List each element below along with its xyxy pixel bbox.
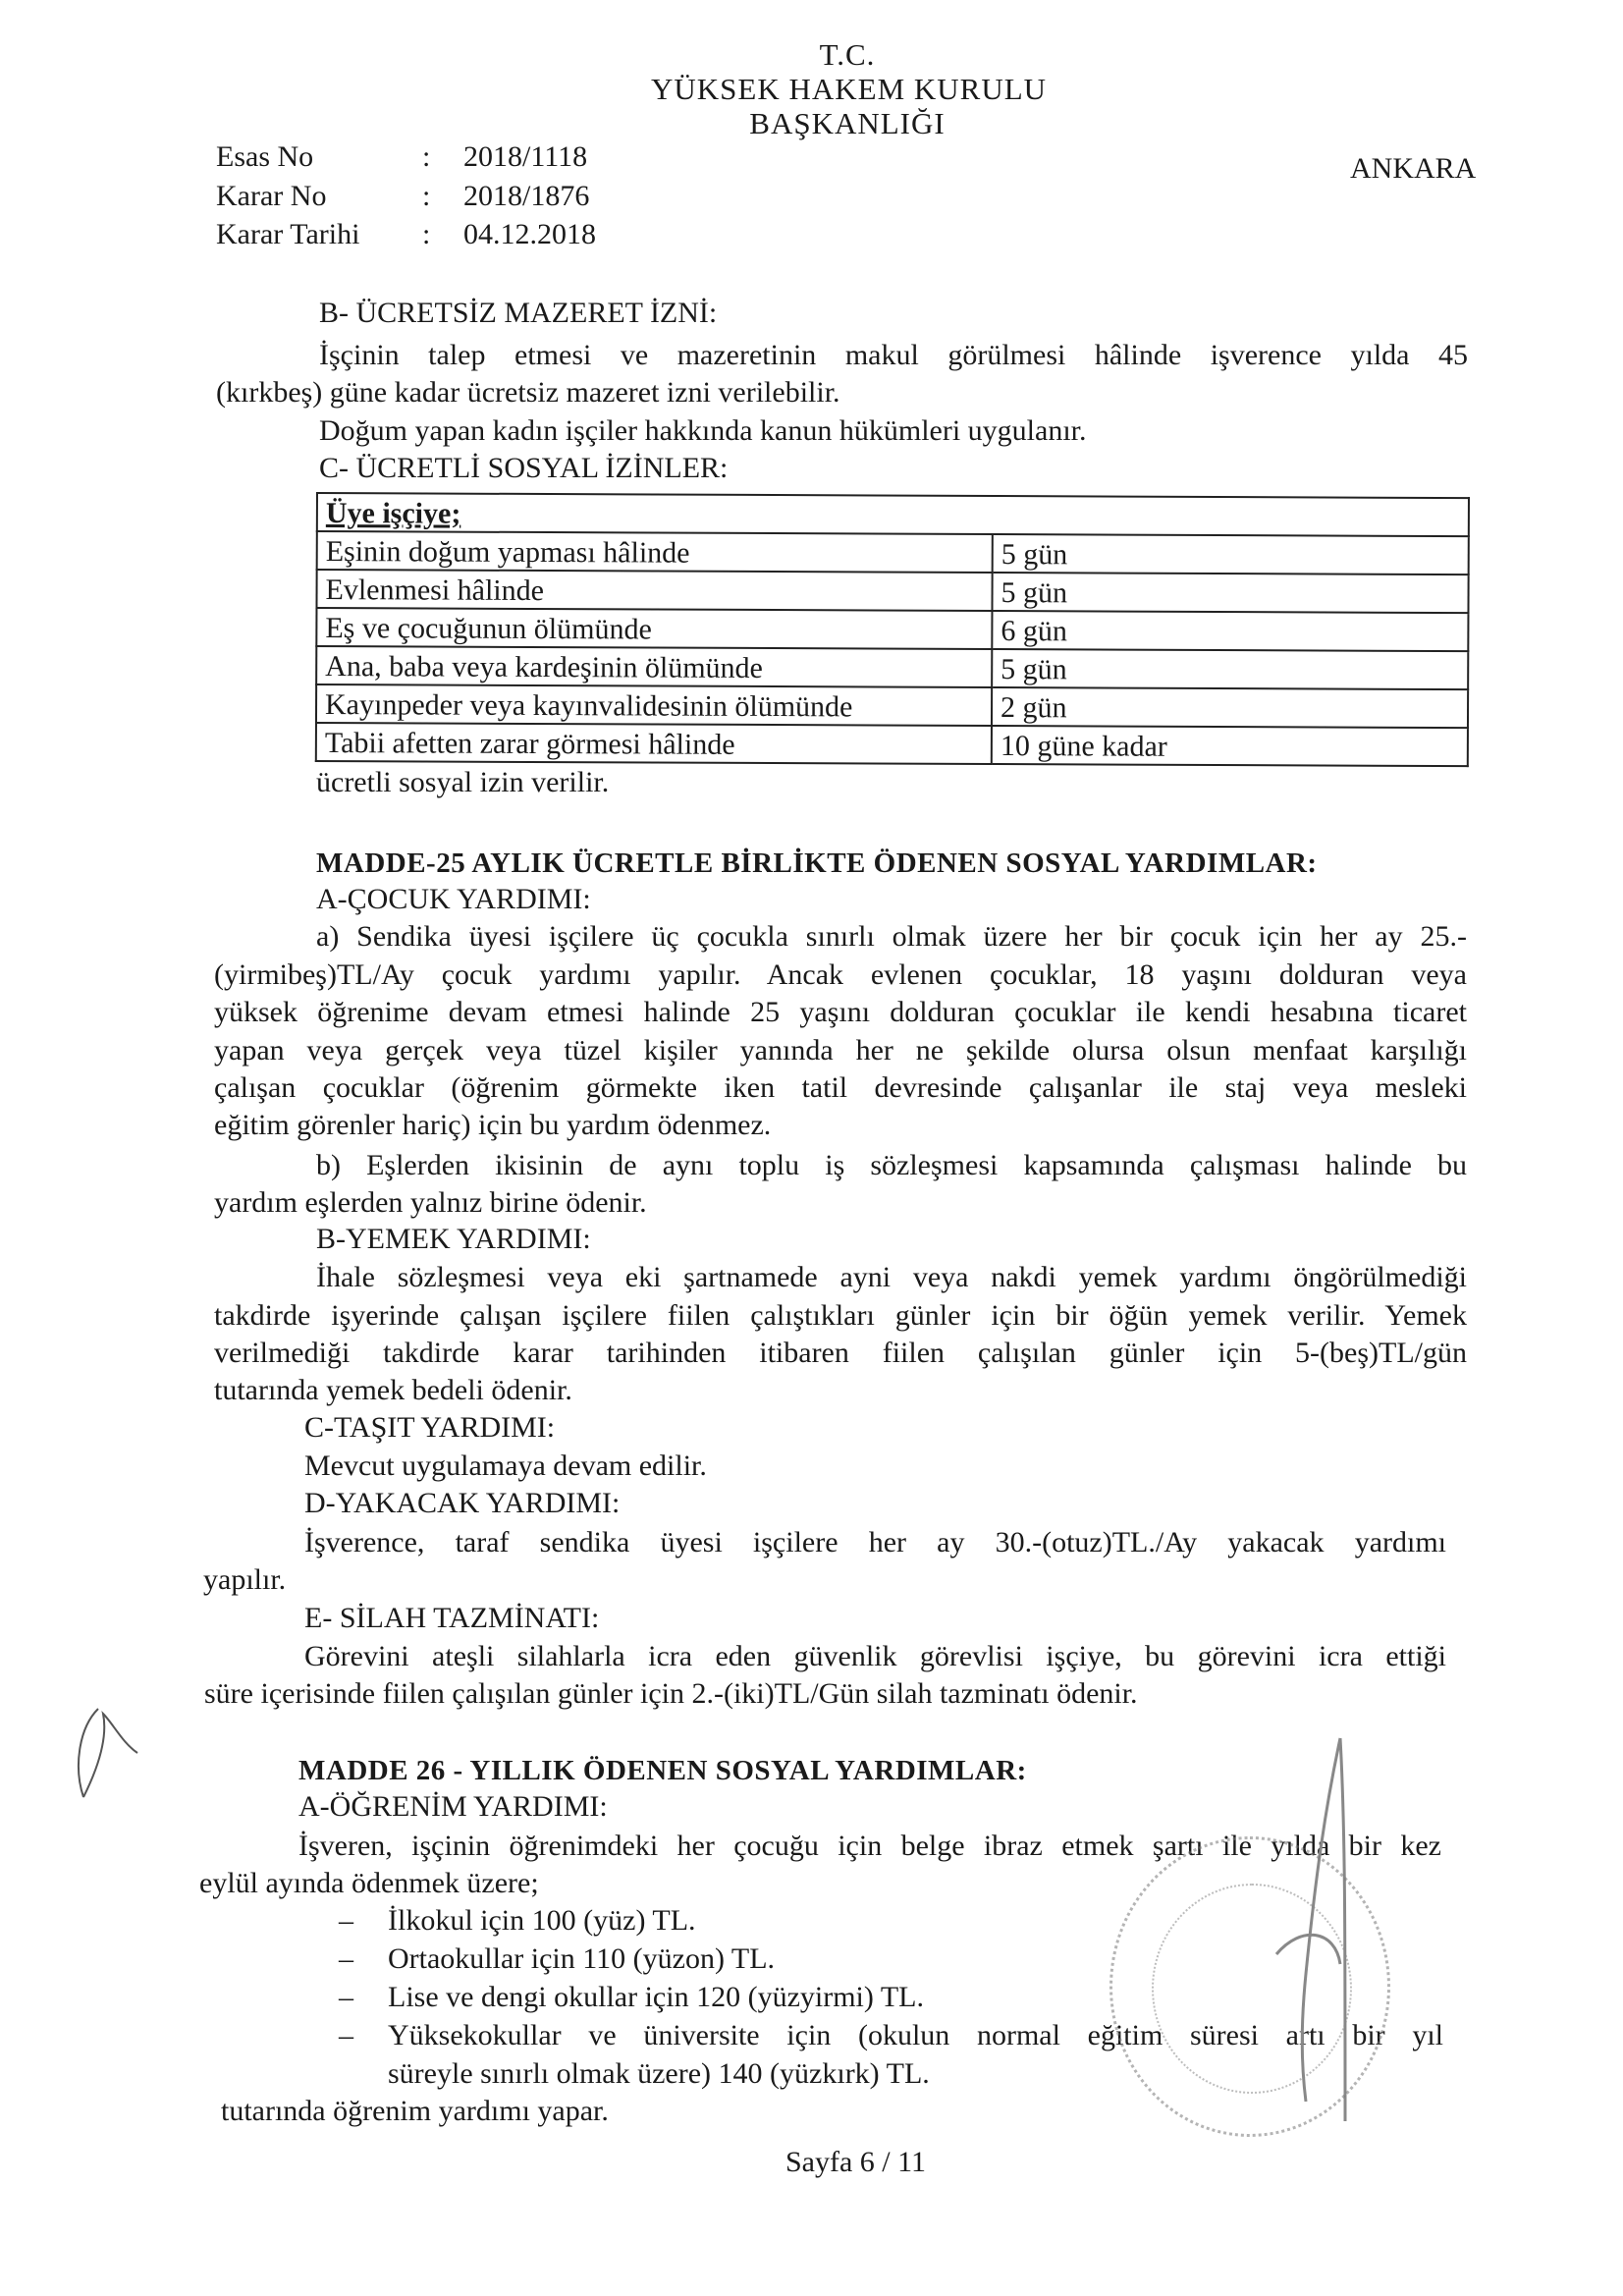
header-institution: YÜKSEK HAKEM KURULU — [651, 72, 1048, 106]
meta-value-esas: 2018/1118 — [463, 140, 588, 173]
education-aid-intro-line: İşveren, işçinin öğrenimdeki her çocuğu için belge ibraz etmek şartı ile yılda bir kez — [298, 1830, 1441, 1862]
leave-case: Eşinin doğum yapması hâlinde — [317, 531, 993, 573]
child-aid-line: çalışan çocuklar (öğrenim görmekte iken tatil devresinde çalışanlar ile staj veya mesleki — [214, 1071, 1467, 1104]
fuel-aid-line: İşverence, taraf sendika üyesi işçilere her ay 30.-(otuz)TL./Ay yakacak yardımı — [304, 1526, 1446, 1558]
child-aid-line: eğitim görenler hariç) için bu yardım ödenmez. — [214, 1109, 772, 1141]
section-c-footer: ücretli sosyal izin verilir. — [316, 766, 610, 798]
meal-aid-title: B-YEMEK YARDIMI: — [316, 1223, 591, 1255]
leave-case: Kayınpeder veya kayınvalidesinin ölümünde — [316, 684, 992, 726]
education-aid-closing: tutarında öğrenim yardımı yapar. — [221, 2095, 609, 2127]
table-row — [316, 608, 1468, 651]
spouse-rule-line: b) Eşlerden ikisinin de aynı toplu iş sözleşmesi kapsamında çalışması halinde bu — [316, 1149, 1467, 1181]
header-department: BAŞKANLIĞI — [749, 106, 946, 140]
table-row — [316, 684, 1468, 728]
meta-value-karar: 2018/1876 — [463, 180, 590, 212]
dash-bullet-icon: – — [339, 1981, 353, 2013]
table-header-row — [317, 493, 1469, 536]
meta-label-esas: Esas No — [216, 140, 314, 173]
fuel-aid-line: yapılır. — [203, 1563, 287, 1596]
education-item-text: Yüksekokullar ve üniversite için (okulun normal eğitim süresi artı bir yıl — [388, 2019, 1443, 2051]
education-item — [339, 1902, 696, 1940]
leave-days: 5 gün — [993, 534, 1469, 574]
table-row — [316, 570, 1468, 613]
meal-aid-line: İhale sözleşmesi veya eki şartnamede ayni veya nakdi yemek yardımı öngörülmediği — [316, 1261, 1467, 1293]
section-b-title: B- ÜCRETSİZ MAZERET İZNİ: — [319, 297, 718, 329]
meta-sep: : — [422, 180, 431, 212]
education-item — [339, 1941, 775, 1978]
initials-icon — [69, 1699, 147, 1807]
education-item-text: İlkokul için 100 (yüz) TL. — [388, 1904, 696, 1937]
leave-days: 10 güne kadar — [992, 726, 1468, 766]
child-aid-line: a) Sendika üyesi işçilere üç çocukla sınırlı olmak üzere her bir çocuk için her ay 25.- — [316, 920, 1467, 953]
dash-bullet-icon: – — [339, 1904, 353, 1937]
meta-sep: : — [422, 218, 431, 250]
leave-days: 2 gün — [992, 687, 1468, 728]
child-aid-title: A-ÇOCUK YARDIMI: — [316, 883, 591, 915]
meal-aid-line: takdirde işyerinde çalışan işçilere fiilen çalıştıkları günler için bir öğün yemek verilir. Yemek — [214, 1299, 1467, 1332]
meta-sep: : — [422, 140, 431, 173]
paid-leave-table — [315, 492, 1470, 767]
meal-aid-line: tutarında yemek bedeli ödenir. — [214, 1374, 572, 1406]
table-header: Üye işçiye; — [317, 493, 1469, 536]
education-item-continuation: süreyle sınırlı olmak üzere) 140 (yüzkırk) TL. — [388, 2057, 930, 2090]
article-25-title: MADDE-25 AYLIK ÜCRETLE BİRLİKTE ÖDENEN SOSYAL YARDIMLAR: — [316, 847, 1318, 879]
child-aid-line: yapan veya gerçek veya tüzel kişiler yanında her ne şekilde olursa olsun menfaat karşılığı — [214, 1034, 1467, 1066]
leave-case: Tabii afetten zarar görmesi hâlinde — [316, 723, 992, 764]
meta-label-karar: Karar No — [216, 180, 327, 212]
child-aid-line: (yirmibeş)TL/Ay çocuk yardımı yapılır. Ancak evlenen çocuklar, 18 yaşını dolduran veya — [214, 958, 1467, 991]
section-b-birth-note: Doğum yapan kadın işçiler hakkında kanun hükümleri uygulanır. — [319, 414, 1087, 447]
leave-days: 5 gün — [992, 649, 1468, 689]
meta-value-tarih: 04.12.2018 — [463, 218, 596, 250]
spouse-rule-line: yardım eşlerden yalnız birine ödenir. — [214, 1186, 647, 1219]
education-aid-intro-line: eylül ayında ödenmek üzere; — [199, 1867, 539, 1899]
weapon-allowance-line: süre içerisinde fiilen çalışılan günler için 2.-(iki)TL/Gün silah tazminatı ödenir. — [204, 1677, 1138, 1710]
education-item-text: Lise ve dengi okullar için 120 (yüzyirmi) TL. — [388, 1981, 924, 2013]
education-aid-title: A-ÖĞRENİM YARDIMI: — [298, 1790, 608, 1823]
dash-bullet-icon: – — [339, 2019, 353, 2051]
weapon-allowance-line: Görevini ateşli silahlarla icra eden güvenlik görevlisi işçiye, bu görevini icra ettiği — [304, 1640, 1446, 1672]
header-city: ANKARA — [1350, 152, 1477, 185]
leave-days: 5 gün — [992, 573, 1468, 613]
official-stamp-icon — [1109, 1836, 1390, 2137]
leave-days: 6 gün — [992, 611, 1468, 651]
dash-bullet-icon: – — [339, 1942, 353, 1975]
leave-case: Eş ve çocuğunun ölümünde — [316, 608, 992, 649]
page-number: Sayfa 6 / 11 — [785, 2146, 927, 2178]
meta-label-tarih: Karar Tarihi — [216, 218, 360, 250]
table-row — [316, 646, 1468, 689]
weapon-allowance-title: E- SİLAH TAZMİNATI: — [304, 1602, 600, 1634]
table-row — [316, 723, 1468, 766]
child-aid-line: yüksek öğrenime devam etmesi halinde 25 yaşını dolduran çocuklar ile kendi hesabına ticaret — [214, 996, 1467, 1028]
transport-aid-title: C-TAŞIT YARDIMI: — [304, 1411, 556, 1444]
section-b-text-line: (kırkbeş) güne kadar ücretsiz mazeret izni verilebilir. — [216, 376, 840, 409]
stamp-inner-ring-icon — [1152, 1884, 1352, 2094]
leave-case: Ana, baba veya kardeşinin ölümünde — [316, 646, 992, 687]
article-26-title: MADDE 26 - YILLIK ÖDENEN SOSYAL YARDIMLAR: — [298, 1755, 1027, 1786]
fuel-aid-title: D-YAKACAK YARDIMI: — [304, 1487, 621, 1519]
table-row — [317, 531, 1469, 574]
section-c-title: C- ÜCRETLİ SOSYAL İZİNLER: — [319, 452, 729, 484]
leave-case: Evlenmesi hâlinde — [316, 570, 992, 611]
education-item-text: Ortaokullar için 110 (yüzon) TL. — [388, 1942, 776, 1975]
meal-aid-line: verilmediği takdirde karar tarihinden itibaren fiilen çalışılan günler için 5-(beş)TL/gün — [214, 1337, 1467, 1369]
transport-aid-text: Mevcut uygulamaya devam edilir. — [304, 1449, 707, 1482]
header-tc: T.C. — [819, 37, 876, 72]
education-item — [339, 1979, 924, 2016]
section-b-text-line: İşçinin talep etmesi ve mazeretinin makul görülmesi hâlinde işverence yılda 45 — [319, 339, 1468, 371]
